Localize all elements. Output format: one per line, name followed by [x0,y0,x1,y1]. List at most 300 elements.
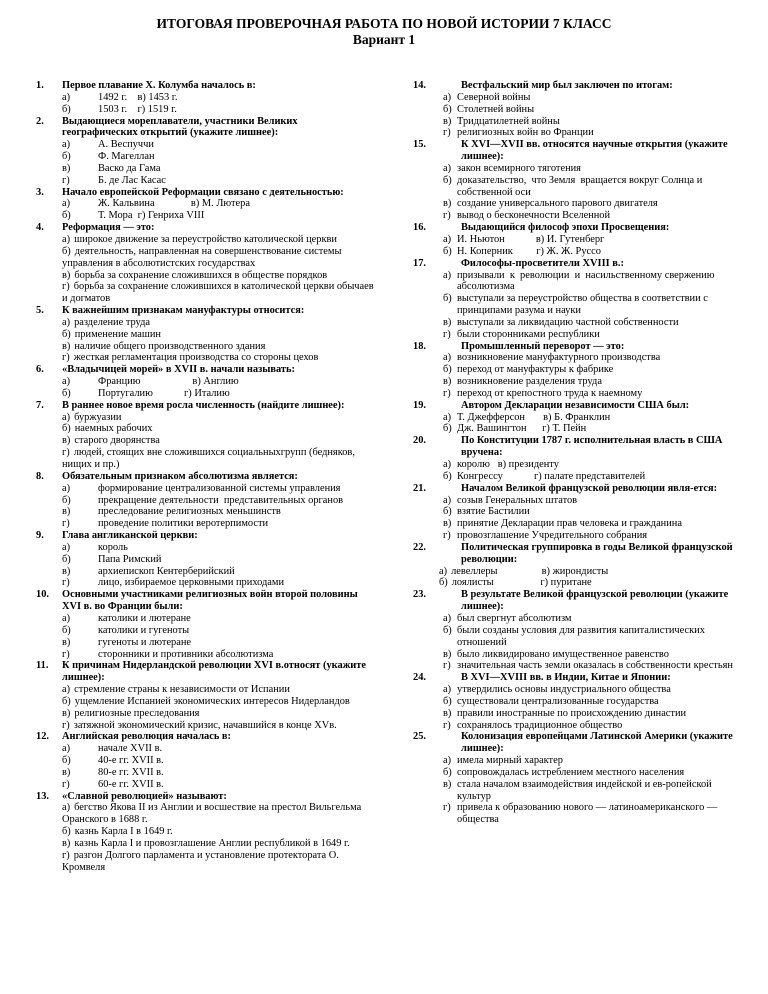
option-letter: а) [62,91,71,103]
option-letter: в) [443,376,452,388]
option-text: борьба за сохранение сложившихся в обществе порядков [74,269,328,281]
question-number: 23. [413,589,426,601]
question [413,731,733,826]
question [36,530,374,589]
answer-option [36,779,374,791]
question-number: 4. [36,222,44,234]
question-text: К важнейшим признакам мануфактуры относится: [62,305,305,317]
option-letter: б) [443,695,452,707]
option-text: Папа Римский [98,553,162,565]
answer-option [413,163,733,175]
option-text: имела мирный характер [457,755,563,767]
answer-option [413,270,733,294]
option-text: 80-е гг. XVII в. [98,766,164,778]
option-text: разделение труда [74,316,150,328]
option-text: Северной войны [457,91,531,103]
option-letter: б) [439,577,448,589]
answer-option [36,495,374,507]
option-letter: а) [62,316,71,328]
option-text: королю в) президенту [457,459,559,470]
option-letter: б) [62,695,71,707]
option-letter: г) [443,802,451,814]
option-text: начале XVII в. [98,743,163,755]
option-text: Т. Джефферсон в) Б. Франклин [457,411,611,423]
answer-option [413,388,733,400]
option-text: Н. Коперник г) Ж. Ж. Руссо [457,245,601,257]
question [36,187,374,223]
option-letter: а) [443,684,452,696]
option-letter: а) [62,411,71,423]
option-letter: в) [62,269,71,281]
option-letter: б) [443,506,452,518]
option-letter: а) [62,376,71,388]
option-text: 1503 г. г) 1519 г. [98,103,177,115]
answer-option [36,412,374,424]
option-text: были сторонниками республики [457,328,600,340]
option-text: взятие Бастилии [457,506,530,518]
option-text: Португалию г) Италию [98,387,230,399]
option-letter: в) [443,115,452,127]
option-letter: а) [443,269,452,281]
option-letter: а) [443,459,452,470]
answer-option [36,234,374,246]
option-text: выступали за ликвидацию частной собственности [457,316,679,328]
option-letter: а) [62,684,71,696]
question-text: К причинам Нидерландской революции XVI в.относят (укажите лишнее): [62,660,366,684]
option-text: провозглашение Учредительного собрания [457,530,648,542]
option-text: проведение политики веротерпимости [98,518,269,530]
question-text: Основными участниками религиозных войн второй половины XVI в. во Франции были: [62,589,358,613]
option-letter: а) [443,494,452,506]
option-text: переход от мануфактуры к фабрике [457,364,614,376]
answer-option [36,210,374,222]
answer-option [36,329,374,341]
answer-option [36,139,374,151]
question-number: 19. [413,399,426,411]
answer-option [36,518,374,530]
option-text: прекращение деятельности представительных органов [98,494,344,506]
option-letter: а) [443,91,452,103]
option-text: католики и лютеране [98,612,191,624]
answer-option [413,566,733,578]
answer-option [36,767,374,779]
option-text: Столетней войны [457,103,535,115]
option-text: старого дворянства [74,435,160,447]
option-text: религиозных войн во Франции [457,127,594,139]
option-letter: а) [443,352,452,364]
question [36,791,374,874]
option-letter: а) [62,802,71,814]
question-number: 17. [413,257,426,269]
answer-option [413,720,733,732]
answer-option [413,116,733,128]
option-letter: б) [443,470,452,482]
answer-option [413,518,733,530]
option-letter: г) [443,387,451,399]
option-letter: в) [443,778,452,790]
option-letter: б) [62,494,71,506]
answer-option [413,779,733,803]
question-number: 15. [413,139,426,151]
question-number: 1. [36,80,44,91]
left-column [36,80,377,874]
option-text: лицо, избираемое церковными приходами [98,577,285,589]
option-text: ущемление Испанией экономических интересов Нидерландов [74,695,350,707]
option-text: закон всемирного тяготения [457,162,581,174]
option-text: разгон Долгого парламента и установление протектората О. Кромвеля [62,849,342,873]
option-text: Тридцатилетней войны [457,115,560,127]
question-number: 22. [413,541,426,553]
page-title: ИТОГОВАЯ ПРОВЕРОЧНАЯ РАБОТА ПО НОВОЙ ИСТОРИИ 7 КЛАСС [156,16,612,31]
option-text: наличие общего производственного здания [74,340,266,352]
answer-option [413,246,733,258]
answer-option [413,802,733,826]
question [36,589,374,660]
answer-option [413,577,733,589]
answer-option [36,743,374,755]
option-letter: а) [62,612,71,624]
question-number: 7. [36,399,44,411]
question [36,116,374,187]
answer-option [413,495,733,507]
option-text: стала началом взаимодействия индейской и ев-ропейской культур [457,778,715,802]
option-letter: в) [443,707,452,719]
answer-option [36,554,374,566]
answer-option [36,151,374,163]
option-letter: г) [443,660,451,672]
answer-option [36,838,374,850]
option-text: Васко да Гама [98,162,161,174]
option-letter: г) [62,518,70,530]
question-text: «Славной революцией» называют: [62,790,227,802]
option-letter: б) [62,553,71,565]
answer-option [36,684,374,696]
option-text: Т. Мора г) Генриха VIII [98,210,205,222]
answer-option [36,352,374,364]
answer-option [36,198,374,210]
option-letter: г) [62,778,70,790]
option-text: принятие Декларации прав человека и гражданина [457,518,682,530]
option-text: существовали централизованные государства [457,695,659,707]
option-letter: б) [62,328,71,340]
option-letter: а) [62,139,71,151]
option-text: выступали за переустройство общества в соответствии с принципами разума и науки [457,293,711,317]
answer-option [413,364,733,376]
answer-option [36,270,374,282]
option-text: сторонники и противники абсолютизма [98,648,274,660]
answer-option [413,293,733,317]
answer-option [36,755,374,767]
answer-option [413,530,733,542]
question-text: Колонизация европейцами Латинской Америки (укажите лишнее): [461,731,733,755]
answer-option [36,577,374,589]
option-letter: б) [443,423,452,435]
option-letter: б) [62,151,71,163]
answer-option [413,459,733,471]
option-text: Б. де Лас Касас [98,174,166,186]
option-text: был свергнут абсолютизм [457,612,572,624]
question-text: Автором Декларации независимости США был: [461,399,690,411]
answer-option [36,542,374,554]
question-number: 5. [36,305,44,317]
question-number: 12. [36,731,49,743]
option-letter: в) [443,518,452,530]
answer-option [36,435,374,447]
question [413,672,733,731]
option-letter: б) [443,624,452,636]
question [413,222,733,258]
answer-option [36,850,374,874]
option-text: левеллеры в) жирондисты [451,565,609,577]
option-text: деятельность, направленная на совершенствование системы управления в абсолютистских государствах [62,245,345,269]
option-text: преследование религиозных меньшинств [98,506,281,518]
option-letter: в) [62,162,71,174]
question-text: Философы-просветители XVIII в.: [461,257,624,269]
question [36,400,374,471]
option-text: И. Ньютон в) И. Гутенберг [457,233,605,245]
option-letter: в) [443,316,452,328]
question-number: 14. [413,80,426,91]
option-letter: б) [62,387,71,399]
answer-option [36,625,374,637]
question [413,400,733,436]
question-number: 20. [413,435,426,447]
option-letter: а) [62,233,71,245]
option-text: формирование централизованной системы управления [98,482,341,494]
answer-option [413,317,733,329]
option-text: 1492 г. в) 1453 г. [98,91,178,103]
question-number: 16. [413,222,426,234]
option-text: сопровождалась истреблением местного населения [457,766,685,778]
answer-option [413,175,733,199]
option-letter: г) [62,648,70,660]
option-text: затяжной экономический кризис, начавшийся в конце XVв. [73,719,337,731]
option-letter: б) [443,245,452,257]
question-number: 21. [413,482,426,494]
answer-option [36,341,374,353]
answer-option [413,506,733,518]
option-text: переход от крепостного труда к наемному [457,387,643,399]
question-number: 10. [36,589,49,601]
option-letter: б) [62,755,71,767]
option-letter: а) [443,162,452,174]
question-text: Обязательным признаком абсолютизма является: [62,470,298,482]
answer-option [413,423,733,435]
question-number: 9. [36,530,44,542]
option-letter: а) [62,541,71,553]
option-letter: г) [443,127,451,139]
answer-option [36,376,374,388]
option-letter: в) [62,565,71,577]
answer-option [413,767,733,779]
option-text: правили иностранные по происхождению династии [457,707,687,719]
answer-option [36,826,374,838]
option-letter: г) [62,281,70,293]
question-number: 11. [36,660,49,672]
option-letter: а) [439,565,448,577]
question-text: По Конституции 1787 г. исполнительная власть в США вручена: [461,435,723,459]
answer-option [413,198,733,210]
option-letter: в) [62,340,71,352]
variant-label: Вариант 1 [352,32,416,47]
option-letter: б) [443,293,452,305]
answer-option [413,660,733,672]
option-letter: г) [62,174,70,186]
answer-option [36,104,374,116]
answer-option [36,246,374,270]
answer-option [413,755,733,767]
option-letter: г) [62,849,70,861]
option-text: наемных рабочих [74,423,153,435]
option-letter: а) [443,233,452,245]
question [36,305,374,364]
option-letter: в) [62,506,71,518]
answer-option [413,412,733,424]
option-text: гугеноты и лютеране [98,636,192,648]
option-text: утвердились основы индустриального общества [457,684,671,696]
option-letter: в) [443,648,452,660]
option-text: Францию в) Англию [98,376,239,388]
option-letter: б) [62,103,71,115]
option-text: стремление страны к независимости от Испании [74,684,290,696]
question-text: Началом Великой французской революции явля-ется: [461,482,718,494]
answer-option [36,447,374,471]
option-letter: б) [443,766,452,778]
option-text: возникновение мануфактурного производства [457,352,661,364]
option-text: значительная часть земли оказалась в собственности крестьян [457,660,733,672]
answer-option [36,802,374,826]
question-text: Выдающийся философ эпохи Просвещения: [461,222,670,234]
answer-option [36,281,377,305]
question-number: 3. [36,186,44,198]
option-letter: б) [62,826,71,838]
option-text: А. Веспуччи [98,139,154,151]
option-letter: г) [62,577,70,589]
answer-option [36,649,374,661]
question [413,589,733,672]
option-text: сохранялось традиционное общество [457,719,623,731]
question-text: В результате Великой французской революции (укажите лишнее): [461,589,729,613]
option-letter: г) [443,210,451,222]
answer-option [413,625,733,649]
option-text: Ж. Кальвина в) М. Лютера [98,198,250,210]
option-letter: б) [62,245,71,257]
question [36,660,374,731]
answer-option [413,104,733,116]
question-number: 8. [36,470,44,482]
option-letter: а) [443,612,452,624]
question-text: «Владычицей морей» в XVII в. начали называть: [62,364,295,376]
answer-option [413,92,733,104]
option-letter: г) [443,719,451,731]
option-letter: в) [443,198,452,210]
question [36,364,374,400]
option-text: 60-е гг. XVII в. [98,778,164,790]
question [36,731,374,790]
question [413,139,733,222]
option-text: широкое движение за переустройство католической церкви [74,233,337,245]
option-letter: а) [62,198,71,210]
answer-option [36,388,374,400]
option-text: созыв Генеральных штатов [457,494,578,506]
option-text: привела к образованию нового — латиноамериканского — общества [457,802,720,826]
question-text: К XVI—XVII вв. относятся научные открытия (укажите лишнее): [461,139,728,163]
question [36,471,374,530]
option-letter: а) [62,743,71,755]
question [36,80,374,116]
answer-option [413,708,733,720]
option-text: религиозные преследования [74,707,200,719]
question-number: 24. [413,672,426,684]
question-number: 25. [413,731,426,743]
option-text: создание универсального парового двигателя [457,198,658,210]
question-text: Глава англиканской церкви: [62,530,198,542]
option-text: бегство Якова II из Англии и восшествие на престол Вильгельма Оранского в 1688 г. [62,802,364,826]
option-letter: б) [443,174,452,186]
option-text: казнь Карла I и провозглашение Англии республикой в 1649 г. [74,838,350,849]
option-letter: б) [62,624,71,636]
question [413,483,733,542]
option-text: возникновение разделения труда [457,376,602,388]
option-text: лоялисты г) пуритане [451,577,592,589]
question [413,80,733,139]
option-letter: г) [62,447,70,459]
option-letter: г) [62,352,70,364]
option-text: вывод о бесконечности Вселенной [457,210,611,222]
option-text: жесткая регламентация производства со стороны цехов [73,352,319,364]
question-text: В раннее новое время росла численность (найдите лишнее): [62,399,345,411]
question-text: Вестфальский мир был заключен по итогам: [461,80,673,91]
answer-option [413,210,733,222]
answer-option [36,708,374,720]
answer-option [413,649,733,661]
right-column [413,80,733,826]
option-letter: в) [62,636,71,648]
question [413,435,733,482]
question-text: Политическая группировка в годы Великой французской революции: [461,541,733,565]
answer-option [36,506,374,518]
answer-option [36,423,374,435]
question [413,341,733,400]
answer-option [413,376,733,388]
option-text: 40-е гг. XVII в. [98,755,164,767]
option-letter: б) [62,210,71,222]
answer-option [413,234,733,246]
answer-option [36,163,374,175]
option-text: применение машин [74,328,161,340]
option-text: король [98,541,128,553]
question-number: 6. [36,364,44,376]
answer-option [413,696,733,708]
question-number: 13. [36,790,49,802]
option-letter: в) [62,838,71,849]
question-text: Начало европейской Реформации связано с деятельностью: [62,186,344,198]
option-text: Ф. Магеллан [98,151,155,163]
question-text: Первое плавание Х. Колумба началось в: [62,80,256,91]
answer-option [36,317,374,329]
answer-option [36,92,374,104]
question-text: Английская революция началась в: [62,731,232,743]
option-letter: в) [62,435,71,447]
option-letter: б) [443,364,452,376]
option-text: призывали к революции и насильственному свержению абсолютизма [457,269,718,293]
option-letter: а) [443,411,452,423]
question-text: Выдающиеся мореплаватели, участники Великих географических открытий (укажите лишнее): [62,115,298,139]
page-header [0,16,768,48]
question-number: 18. [413,340,426,352]
answer-option [36,483,374,495]
answer-option [413,613,733,625]
